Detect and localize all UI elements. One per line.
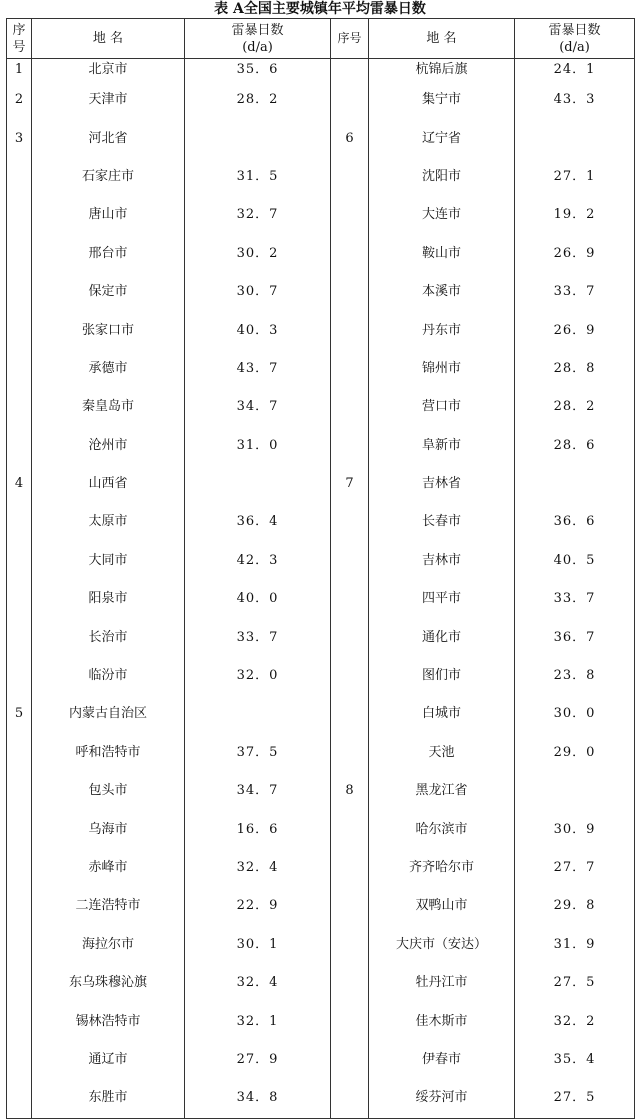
row-name-left: 秦皇岛市 bbox=[32, 388, 185, 426]
row-seq-left bbox=[7, 427, 32, 465]
row-seq-right bbox=[331, 196, 369, 234]
row-seq-right bbox=[331, 235, 369, 273]
row-seq-left bbox=[7, 1002, 32, 1040]
row-name-right: 营口市 bbox=[369, 388, 515, 426]
row-value-right: 36．6 bbox=[515, 503, 635, 541]
row-value-left: 32．1 bbox=[185, 1002, 331, 1040]
header-value-label: 雷暴日数 bbox=[231, 22, 284, 38]
row-name-left: 二连浩特市 bbox=[32, 887, 185, 925]
row-seq-right bbox=[331, 388, 369, 426]
row-value-left: 37．5 bbox=[185, 734, 331, 772]
row-seq-right bbox=[331, 695, 369, 733]
row-value-left: 32．4 bbox=[185, 964, 331, 1002]
row-seq-right: 8 bbox=[331, 772, 369, 810]
row-name-right: 沈阳市 bbox=[369, 158, 515, 196]
row-name-left: 呼和浩特市 bbox=[32, 734, 185, 772]
row-seq-left bbox=[7, 849, 32, 887]
table-row bbox=[7, 273, 635, 311]
row-value-left: 32．4 bbox=[185, 849, 331, 887]
row-seq-left bbox=[7, 657, 32, 695]
header-row bbox=[7, 19, 635, 59]
row-seq-right bbox=[331, 542, 369, 580]
row-value-left: 36．4 bbox=[185, 503, 331, 541]
row-value-left bbox=[185, 695, 331, 733]
row-seq-right bbox=[331, 350, 369, 388]
row-seq-left bbox=[7, 887, 32, 925]
table-row bbox=[7, 427, 635, 465]
row-value-left: 33．7 bbox=[185, 618, 331, 656]
table-row bbox=[7, 350, 635, 388]
row-seq-left bbox=[7, 1041, 32, 1079]
table-row bbox=[7, 580, 635, 618]
header-seq-char-2: 号 bbox=[12, 39, 26, 55]
row-name-left: 乌海市 bbox=[32, 810, 185, 848]
row-seq-left: 5 bbox=[7, 695, 32, 733]
row-seq-right bbox=[331, 311, 369, 349]
row-seq-left bbox=[7, 503, 32, 541]
row-seq-right bbox=[331, 273, 369, 311]
row-name-left: 河北省 bbox=[32, 119, 185, 157]
row-name-right: 大庆市（安达） bbox=[369, 926, 515, 964]
header-value-right bbox=[515, 19, 635, 59]
row-value-right: 27．1 bbox=[515, 158, 635, 196]
row-seq-right bbox=[331, 1041, 369, 1079]
row-value-left bbox=[185, 119, 331, 157]
row-name-left: 长治市 bbox=[32, 618, 185, 656]
row-value-right: 32．2 bbox=[515, 1002, 635, 1040]
row-name-right: 天池 bbox=[369, 734, 515, 772]
row-seq-left bbox=[7, 235, 32, 273]
header-seq-left bbox=[7, 19, 32, 59]
row-name-left: 承德市 bbox=[32, 350, 185, 388]
table-row bbox=[7, 810, 635, 848]
row-seq-left bbox=[7, 350, 32, 388]
row-value-left: 34．7 bbox=[185, 772, 331, 810]
row-value-right: 28．6 bbox=[515, 427, 635, 465]
table-row bbox=[7, 119, 635, 157]
table-row bbox=[7, 542, 635, 580]
row-name-left: 东胜市 bbox=[32, 1079, 185, 1118]
row-seq-right: 6 bbox=[331, 119, 369, 157]
row-name-left: 沧州市 bbox=[32, 427, 185, 465]
row-seq-right bbox=[331, 618, 369, 656]
row-seq-right bbox=[331, 964, 369, 1002]
row-name-left: 天津市 bbox=[32, 81, 185, 119]
row-seq-right bbox=[331, 81, 369, 119]
row-value-left: 31．0 bbox=[185, 427, 331, 465]
table-row bbox=[7, 1079, 635, 1118]
row-seq-left bbox=[7, 580, 32, 618]
row-name-left: 石家庄市 bbox=[32, 158, 185, 196]
row-value-left bbox=[185, 465, 331, 503]
row-value-right: 27．5 bbox=[515, 1079, 635, 1118]
row-name-left: 唐山市 bbox=[32, 196, 185, 234]
row-seq-left bbox=[7, 772, 32, 810]
header-value-left bbox=[185, 19, 331, 59]
row-name-right: 辽宁省 bbox=[369, 119, 515, 157]
row-seq-right bbox=[331, 503, 369, 541]
row-value-right: 28．8 bbox=[515, 350, 635, 388]
row-value-right bbox=[515, 119, 635, 157]
row-value-left: 40．0 bbox=[185, 580, 331, 618]
row-name-left: 保定市 bbox=[32, 273, 185, 311]
row-name-left: 海拉尔市 bbox=[32, 926, 185, 964]
row-seq-left bbox=[7, 273, 32, 311]
table-row bbox=[7, 772, 635, 810]
header-name-left: 地 名 bbox=[32, 19, 185, 59]
row-seq-right bbox=[331, 926, 369, 964]
row-name-right: 鞍山市 bbox=[369, 235, 515, 273]
row-seq-right bbox=[331, 427, 369, 465]
row-value-left: 30．7 bbox=[185, 273, 331, 311]
table-row bbox=[7, 926, 635, 964]
table-title: 表 A全国主要城镇年平均雷暴日数 bbox=[214, 1, 426, 17]
row-value-left: 34．8 bbox=[185, 1079, 331, 1118]
row-name-right: 阜新市 bbox=[369, 427, 515, 465]
row-seq-left bbox=[7, 388, 32, 426]
row-value-left: 30．2 bbox=[185, 235, 331, 273]
row-name-right: 哈尔滨市 bbox=[369, 810, 515, 848]
row-name-right: 长春市 bbox=[369, 503, 515, 541]
table-row bbox=[7, 695, 635, 733]
row-name-left: 大同市 bbox=[32, 542, 185, 580]
table-row bbox=[7, 964, 635, 1002]
table-row bbox=[7, 311, 635, 349]
row-value-right: 29．8 bbox=[515, 887, 635, 925]
row-value-left: 32．7 bbox=[185, 196, 331, 234]
header-name-right: 地 名 bbox=[369, 19, 515, 59]
row-name-right: 锦州市 bbox=[369, 350, 515, 388]
table-row bbox=[7, 59, 635, 82]
row-value-right bbox=[515, 465, 635, 503]
table-row bbox=[7, 1041, 635, 1079]
row-name-right: 四平市 bbox=[369, 580, 515, 618]
row-name-right: 丹东市 bbox=[369, 311, 515, 349]
table-row bbox=[7, 657, 635, 695]
table-row bbox=[7, 618, 635, 656]
row-name-left: 张家口市 bbox=[32, 311, 185, 349]
table-row bbox=[7, 196, 635, 234]
row-seq-left bbox=[7, 196, 32, 234]
row-value-right: 35．4 bbox=[515, 1041, 635, 1079]
table-row bbox=[7, 235, 635, 273]
row-seq-right bbox=[331, 1079, 369, 1118]
row-name-left: 包头市 bbox=[32, 772, 185, 810]
row-name-right: 集宁市 bbox=[369, 81, 515, 119]
row-value-left: 31．5 bbox=[185, 158, 331, 196]
row-name-right: 绥芬河市 bbox=[369, 1079, 515, 1118]
row-value-right: 19．2 bbox=[515, 196, 635, 234]
row-name-left: 通辽市 bbox=[32, 1041, 185, 1079]
row-seq-left: 3 bbox=[7, 119, 32, 157]
table-row bbox=[7, 465, 635, 503]
table-row bbox=[7, 849, 635, 887]
row-seq-right bbox=[331, 810, 369, 848]
row-value-left: 16．6 bbox=[185, 810, 331, 848]
table-row bbox=[7, 503, 635, 541]
row-name-left: 山西省 bbox=[32, 465, 185, 503]
table-row bbox=[7, 887, 635, 925]
row-value-left: 40．3 bbox=[185, 311, 331, 349]
row-value-right: 27．7 bbox=[515, 849, 635, 887]
row-name-left: 东乌珠穆沁旗 bbox=[32, 964, 185, 1002]
row-seq-right: 7 bbox=[331, 465, 369, 503]
row-name-right: 佳木斯市 bbox=[369, 1002, 515, 1040]
row-value-left: 42．3 bbox=[185, 542, 331, 580]
row-name-left: 锡林浩特市 bbox=[32, 1002, 185, 1040]
row-name-left: 临汾市 bbox=[32, 657, 185, 695]
row-seq-left bbox=[7, 311, 32, 349]
row-name-left: 太原市 bbox=[32, 503, 185, 541]
row-value-left: 27．9 bbox=[185, 1041, 331, 1079]
row-name-right: 杭锦后旗 bbox=[369, 59, 515, 82]
row-name-right: 牡丹江市 bbox=[369, 964, 515, 1002]
row-value-right bbox=[515, 772, 635, 810]
row-name-left: 内蒙古自治区 bbox=[32, 695, 185, 733]
row-value-right: 36．7 bbox=[515, 618, 635, 656]
row-value-right: 26．9 bbox=[515, 235, 635, 273]
row-name-right: 吉林市 bbox=[369, 542, 515, 580]
row-value-right: 30．9 bbox=[515, 810, 635, 848]
row-seq-left bbox=[7, 926, 32, 964]
row-seq-right bbox=[331, 59, 369, 82]
row-value-left: 35．6 bbox=[185, 59, 331, 82]
row-seq-right bbox=[331, 734, 369, 772]
row-name-left: 阳泉市 bbox=[32, 580, 185, 618]
row-seq-left: 1 bbox=[7, 59, 32, 82]
table-row bbox=[7, 81, 635, 119]
row-seq-right bbox=[331, 580, 369, 618]
row-value-right: 33．7 bbox=[515, 580, 635, 618]
row-seq-right bbox=[331, 158, 369, 196]
row-value-right: 24．1 bbox=[515, 59, 635, 82]
header-value-unit: (d/a) bbox=[559, 39, 590, 55]
row-seq-left bbox=[7, 734, 32, 772]
row-value-right: 33．7 bbox=[515, 273, 635, 311]
row-seq-left: 4 bbox=[7, 465, 32, 503]
row-seq-left bbox=[7, 964, 32, 1002]
header-value-unit: (d/a) bbox=[242, 39, 273, 55]
row-seq-right bbox=[331, 1002, 369, 1040]
row-value-right: 29．0 bbox=[515, 734, 635, 772]
row-name-right: 白城市 bbox=[369, 695, 515, 733]
table-row bbox=[7, 734, 635, 772]
row-value-left: 43．7 bbox=[185, 350, 331, 388]
row-seq-left bbox=[7, 542, 32, 580]
table-row bbox=[7, 158, 635, 196]
row-value-right: 43．3 bbox=[515, 81, 635, 119]
row-name-right: 伊春市 bbox=[369, 1041, 515, 1079]
header-value-label: 雷暴日数 bbox=[548, 22, 601, 38]
row-name-left: 赤峰市 bbox=[32, 849, 185, 887]
row-seq-right bbox=[331, 657, 369, 695]
table-row bbox=[7, 388, 635, 426]
row-value-right: 23．8 bbox=[515, 657, 635, 695]
row-value-right: 26．9 bbox=[515, 311, 635, 349]
row-name-left: 北京市 bbox=[32, 59, 185, 82]
row-value-left: 34．7 bbox=[185, 388, 331, 426]
row-value-left: 32．0 bbox=[185, 657, 331, 695]
row-name-right: 黑龙江省 bbox=[369, 772, 515, 810]
row-name-right: 吉林省 bbox=[369, 465, 515, 503]
row-value-left: 22．9 bbox=[185, 887, 331, 925]
row-name-right: 通化市 bbox=[369, 618, 515, 656]
row-name-right: 双鸭山市 bbox=[369, 887, 515, 925]
row-value-right: 40．5 bbox=[515, 542, 635, 580]
row-value-left: 28．2 bbox=[185, 81, 331, 119]
row-value-right: 27．5 bbox=[515, 964, 635, 1002]
row-name-right: 图们市 bbox=[369, 657, 515, 695]
row-name-left: 邢台市 bbox=[32, 235, 185, 273]
table-body bbox=[7, 59, 635, 1119]
row-seq-left: 2 bbox=[7, 81, 32, 119]
row-seq-right bbox=[331, 849, 369, 887]
row-name-right: 大连市 bbox=[369, 196, 515, 234]
row-seq-right bbox=[331, 887, 369, 925]
header-seq-right: 序号 bbox=[331, 19, 369, 59]
row-seq-left bbox=[7, 1079, 32, 1118]
row-value-right: 30．0 bbox=[515, 695, 635, 733]
header-seq-char-1: 序 bbox=[12, 22, 26, 38]
row-name-right: 本溪市 bbox=[369, 273, 515, 311]
row-name-right: 齐齐哈尔市 bbox=[369, 849, 515, 887]
thunderstorm-days-table bbox=[6, 18, 635, 1119]
row-seq-left bbox=[7, 158, 32, 196]
row-seq-left bbox=[7, 810, 32, 848]
row-value-left: 30．1 bbox=[185, 926, 331, 964]
row-value-right: 31．9 bbox=[515, 926, 635, 964]
table-row bbox=[7, 1002, 635, 1040]
row-seq-left bbox=[7, 618, 32, 656]
row-value-right: 28．2 bbox=[515, 388, 635, 426]
